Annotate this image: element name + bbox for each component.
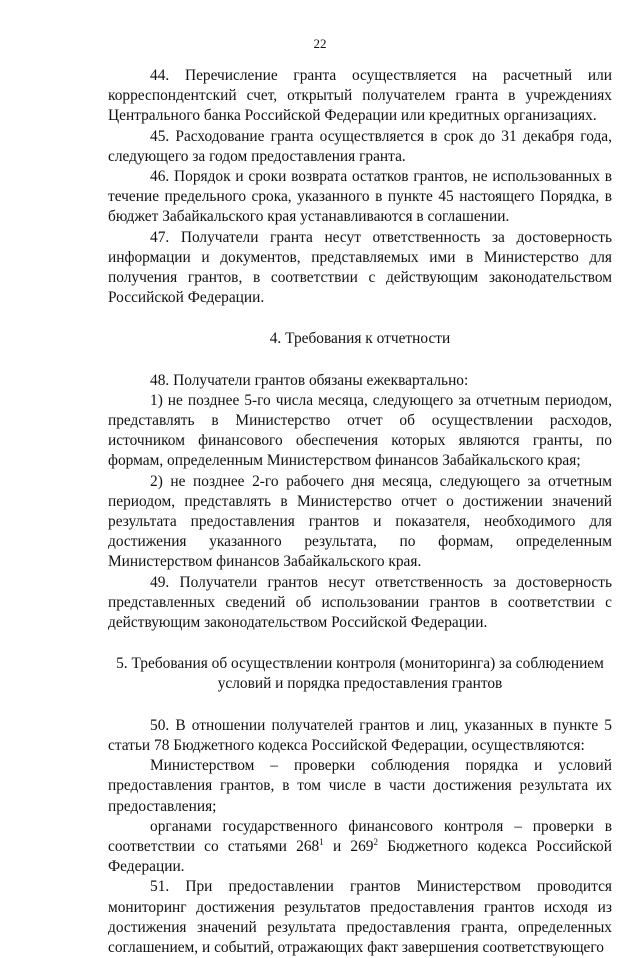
document-body bbox=[108, 66, 612, 958]
superscript: 2 bbox=[373, 836, 378, 847]
spacer bbox=[108, 308, 612, 329]
paragraph-51: 51. При предоставлении грантов Министерством проводится мониторинг достижения результатов предоставления грантов исходя из достижения значений результата предоставления гранта, определенных соглашением, и событий, отражающих факт завершения соответствующего bbox=[108, 878, 612, 956]
section-4-heading: 4. Требования к отчетности bbox=[269, 330, 451, 348]
paragraph-46: 46. Порядок и сроки возврата остатков грантов, не использованных в течение предельного срока, указанного в пункте 45 настоящего Порядка, в бюджет Забайкальского края устанавливаются в соглашении. bbox=[108, 168, 612, 226]
section-5-heading bbox=[108, 654, 612, 694]
text-segment: и 269 bbox=[323, 837, 374, 855]
text-segment: Бюджетного кодекса Российской Федерации. bbox=[108, 837, 612, 876]
superscript: 1 bbox=[319, 836, 324, 847]
text-segment: органами государственного финансового контроля – проверки в соответствии со статьями 268 bbox=[108, 817, 612, 855]
section-5-heading-line-1: 5. Требования об осуществлении контроля (мониторинга) за соблюдением bbox=[116, 655, 604, 673]
paragraph-47: 47. Получатели гранта несут ответственность за достоверность информации и документов, представляемых ими в Министерство для получения грантов, в соответствии с действующим законодательством Российской Федерации. bbox=[108, 228, 612, 307]
paragraph-48-item-2: 2) не позднее 2-го рабочего дня месяца, следующего за отчетным периодом, представлять в Министерство отчет о достижении значений результата предоставления грантов и показателя, необходимого для достижения указанного результата, по формам, определенным Министерством финансов Забайкальского края. bbox=[108, 472, 612, 571]
page-number: 22 bbox=[313, 36, 327, 51]
paragraph-44: 44. Перечисление гранта осуществляется на расчетный или корреспондентский счет, открытый получателем гранта в учреждениях Центрального банка Российской Федерации или кредитных организациях. bbox=[108, 67, 612, 125]
paragraph-50: 50. В отношении получателей грантов и лиц, указанных в пункте 5 статьи 78 Бюджетного кодекса Российской Федерации, осуществляются: bbox=[108, 716, 612, 754]
spacer bbox=[108, 350, 612, 371]
spacer bbox=[108, 695, 612, 716]
spacer bbox=[108, 633, 612, 654]
paragraph-49: 49. Получатели грантов несут ответственность за достоверность представленных сведений об использовании грантов в соответствии с действующим законодательством Российской Федерации. bbox=[108, 573, 612, 632]
section-5-heading-line-2: условий и порядка предоставления грантов bbox=[217, 675, 503, 693]
paragraph-48: 48. Получатели грантов обязаны ежеквартально: bbox=[150, 371, 469, 389]
paragraph-48-item-1: 1) не позднее 5-го числа месяца, следующего за отчетным периодом, представлять в Министерство отчет об осуществлении расходов, источником финансового обеспечения которых являются гранты, по формам, определенным Министерством финансов Забайкальского края; bbox=[108, 391, 612, 470]
paragraph-45: 45. Расходование гранта осуществляется в срок до 31 декабря года, следующего за годом предоставления гранта. bbox=[108, 127, 612, 165]
paragraph-50-financial-control bbox=[108, 817, 612, 878]
paragraph-50-ministry: Министерством – проверки соблюдения порядка и условий предоставления грантов, в том числе в части достижения результата их предоставления; bbox=[108, 757, 612, 815]
